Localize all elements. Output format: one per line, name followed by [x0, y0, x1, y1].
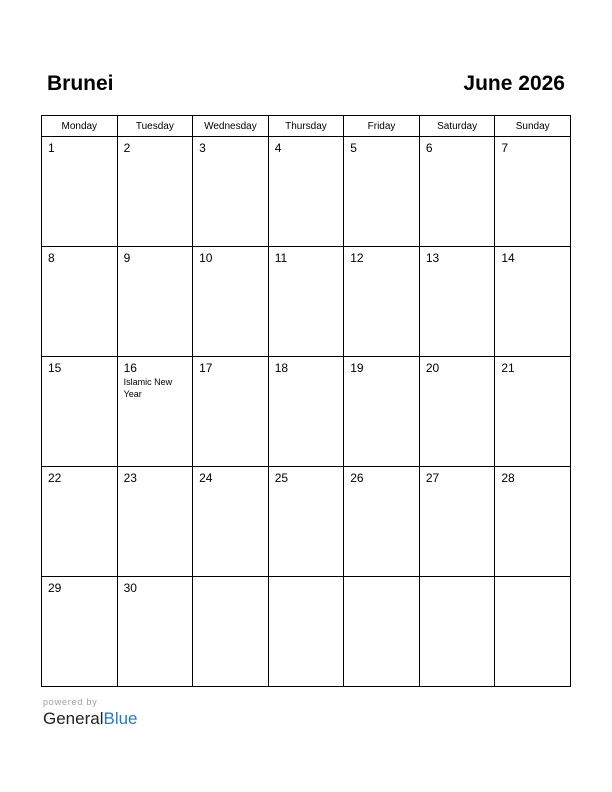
day-number: 1	[48, 141, 55, 155]
weekday-header: Saturday	[419, 116, 495, 137]
day-cell[interactable]	[193, 137, 269, 247]
day-cell[interactable]	[193, 357, 269, 467]
day-number: 22	[48, 471, 62, 485]
day-cell[interactable]	[117, 357, 193, 467]
day-cell[interactable]	[344, 357, 420, 467]
day-cell[interactable]	[344, 577, 420, 687]
day-number: 30	[123, 581, 137, 595]
day-cell[interactable]	[193, 467, 269, 577]
calendar-grid	[41, 115, 571, 687]
day-cell[interactable]	[117, 577, 193, 687]
day-number: 2	[123, 141, 131, 155]
day-number: 10	[199, 251, 213, 265]
day-cell[interactable]	[268, 137, 344, 247]
day-number: 4	[274, 141, 282, 155]
day-number: 8	[48, 251, 55, 265]
weekday-header: Tuesday	[117, 116, 193, 137]
day-number: 19	[350, 361, 364, 375]
day-cell[interactable]	[268, 467, 344, 577]
weekday-header: Friday	[344, 116, 420, 137]
weekday-header: Sunday	[495, 116, 571, 137]
day-cell[interactable]	[495, 247, 571, 357]
holiday-label: Islamic New Year	[123, 377, 173, 399]
day-number: 23	[123, 471, 137, 485]
day-cell[interactable]	[268, 357, 344, 467]
day-number: 25	[274, 471, 289, 485]
day-number: 16	[123, 361, 137, 375]
brand-logo[interactable]	[43, 709, 138, 729]
day-number: 9	[123, 251, 131, 265]
weekday-header: Monday	[42, 116, 118, 137]
brand-name-part2: Blue	[103, 709, 138, 728]
day-number: 27	[425, 471, 440, 485]
week-row	[42, 137, 571, 247]
day-number: 13	[425, 251, 440, 265]
day-number: 12	[350, 251, 364, 265]
day-cell[interactable]	[42, 137, 118, 247]
day-number: 15	[48, 361, 62, 375]
day-cell[interactable]	[495, 137, 571, 247]
day-cell[interactable]	[268, 577, 344, 687]
day-cell[interactable]	[268, 247, 344, 357]
day-cell[interactable]	[193, 577, 269, 687]
day-cell[interactable]	[495, 577, 571, 687]
day-number: 14	[501, 251, 515, 265]
footer-branding	[43, 697, 138, 729]
day-cell[interactable]	[42, 247, 118, 357]
day-cell[interactable]	[117, 137, 193, 247]
day-cell[interactable]	[495, 467, 571, 577]
day-cell[interactable]	[419, 577, 495, 687]
day-number: 6	[425, 141, 433, 155]
day-number: 29	[48, 581, 62, 595]
month-year-title: June 2026	[463, 72, 565, 95]
day-cell[interactable]	[344, 247, 420, 357]
day-number: 21	[501, 361, 515, 375]
day-number: 18	[274, 361, 289, 375]
day-cell[interactable]	[42, 357, 118, 467]
day-cell[interactable]	[117, 247, 193, 357]
day-cell[interactable]	[419, 137, 495, 247]
day-cell[interactable]	[344, 467, 420, 577]
day-number: 11	[274, 251, 288, 265]
day-cell[interactable]	[42, 577, 118, 687]
day-cell[interactable]	[419, 357, 495, 467]
weekday-header-row	[42, 116, 571, 137]
day-cell[interactable]	[344, 137, 420, 247]
day-cell[interactable]	[419, 467, 495, 577]
day-number: 26	[350, 471, 364, 485]
day-cell[interactable]	[117, 467, 193, 577]
day-number: 24	[199, 471, 213, 485]
day-number: 28	[501, 471, 515, 485]
day-number: 5	[350, 141, 357, 155]
day-number: 7	[501, 141, 509, 155]
day-number: 20	[425, 361, 440, 375]
day-cell[interactable]	[419, 247, 495, 357]
day-cell[interactable]	[42, 467, 118, 577]
day-number: 17	[199, 361, 213, 375]
week-row	[42, 577, 571, 687]
brand-name-part1: General	[43, 709, 104, 728]
powered-by-label: powered by	[43, 697, 98, 707]
weekday-header: Thursday	[268, 116, 344, 137]
day-number: 3	[199, 141, 206, 155]
day-cell[interactable]	[495, 357, 571, 467]
country-title: Brunei	[47, 72, 114, 95]
week-row	[42, 357, 571, 467]
weekday-header: Wednesday	[193, 116, 269, 137]
day-cell[interactable]	[193, 247, 269, 357]
week-row	[42, 467, 571, 577]
week-row	[42, 247, 571, 357]
